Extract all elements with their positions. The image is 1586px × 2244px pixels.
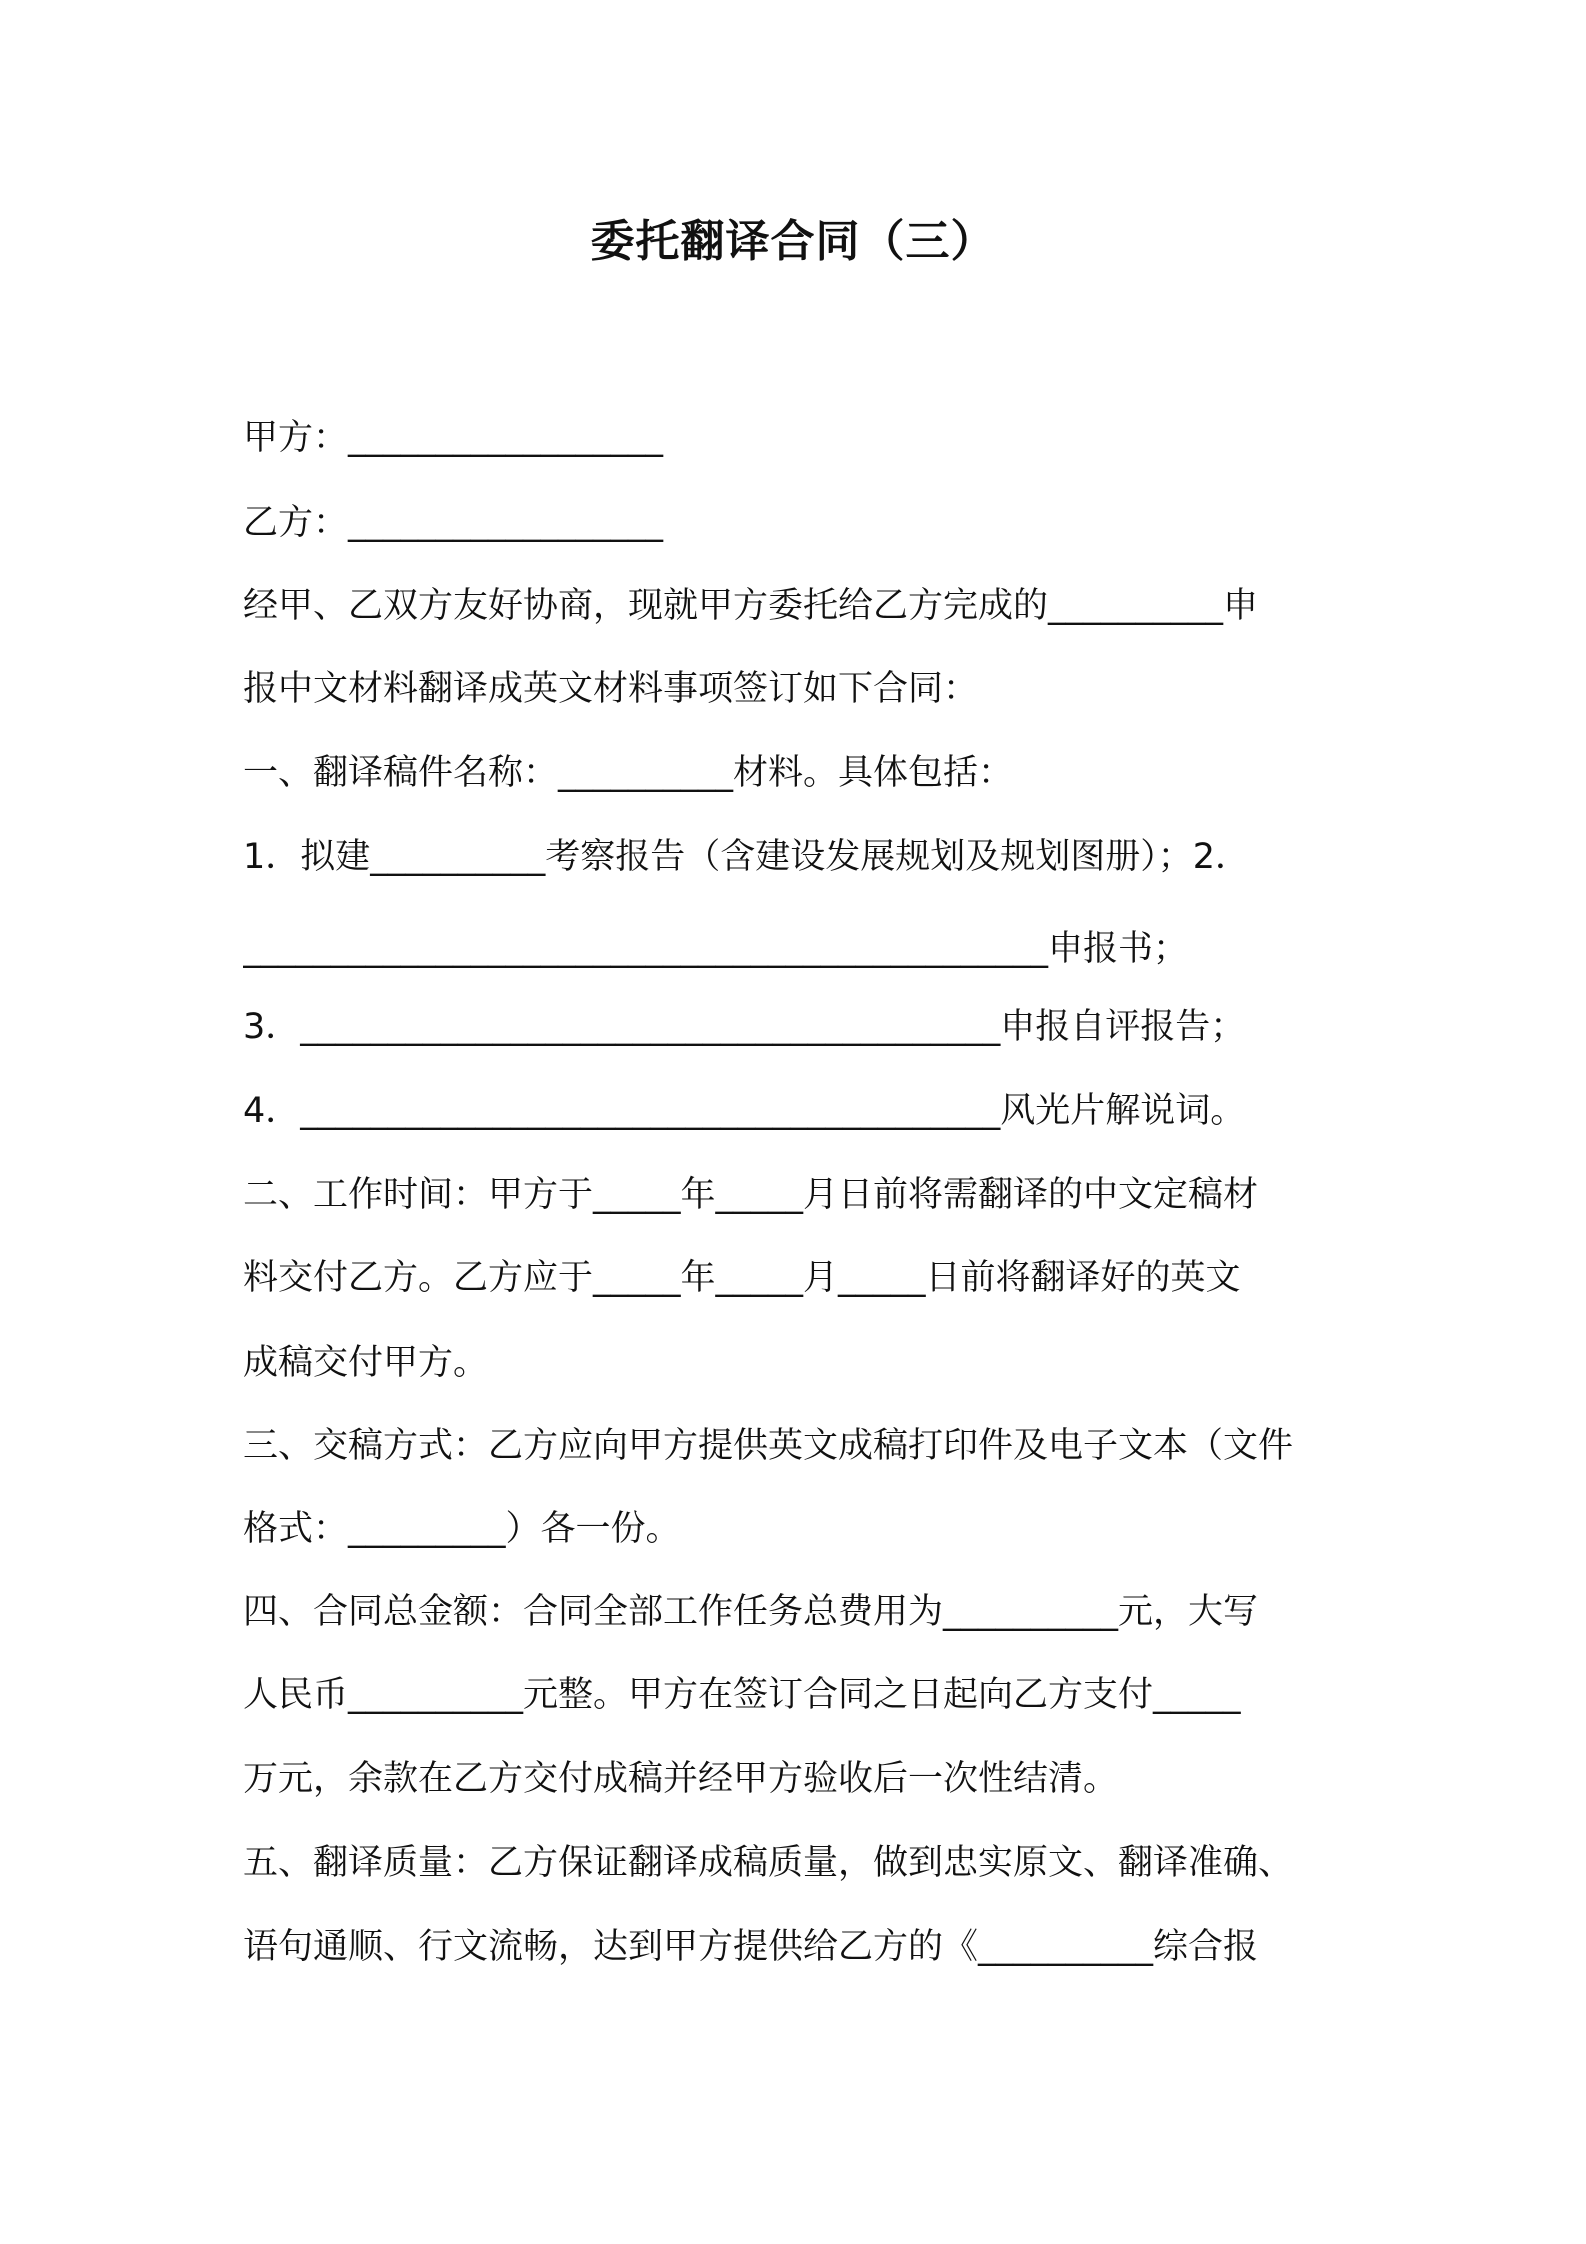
clause-4-line-1: 四、合同总金额：合同全部工作任务总费用为__________元，大写 [243,1592,1259,1632]
clause-1-item-4: 4．________________________________________风光片解说词。 [243,1091,1246,1131]
clause-3-line-1: 三、交稿方式：乙方应向甲方提供英文成稿打印件及电子文本（文件 [243,1426,1294,1466]
clause-2-line-3: 成稿交付甲方。 [243,1343,489,1383]
preamble-line-2: 报中文材料翻译成英文材料事项签订如下合同： [243,669,979,709]
clause-4-line-3: 万元，余款在乙方交付成稿并经甲方验收后一次性结清。 [243,1759,1119,1799]
clause-4-line-2: 人民币__________元整。甲方在签订合同之日起向乙方支付_____ [243,1675,1241,1715]
preamble-line-1: 经甲、乙双方友好协商，现就甲方委托给乙方完成的__________申 [243,586,1259,626]
clause-1-item-3: 3．________________________________________申报自评报告； [243,1007,1246,1047]
clause-2-line-2: 料交付乙方。乙方应于_____年_____月_____日前将翻译好的英文 [243,1258,1241,1298]
clause-5-line-2: 语句通顺、行文流畅，达到甲方提供给乙方的《__________综合报 [243,1927,1259,1967]
clause-2-line-1: 二、工作时间：甲方于_____年_____月日前将需翻译的中文定稿材 [243,1175,1259,1215]
document-title: 委托翻译合同（三） [590,216,996,267]
clause-1-item-2: ______________________________________________申报书； [243,929,1189,969]
clause-1-item-1: 1．拟建__________考察报告（含建设发展规划及规划图册）；2． [243,837,1251,877]
clause-5-line-1: 五、翻译质量：乙方保证翻译成稿质量，做到忠实原文、翻译准确、 [243,1843,1294,1883]
party-a-line: 甲方：__________________ [243,418,664,458]
party-b-line: 乙方：__________________ [243,503,664,543]
clause-1-heading: 一、翻译稿件名称：__________材料。具体包括： [243,753,1014,793]
clause-3-line-2: 格式：_________）各一份。 [243,1509,681,1549]
